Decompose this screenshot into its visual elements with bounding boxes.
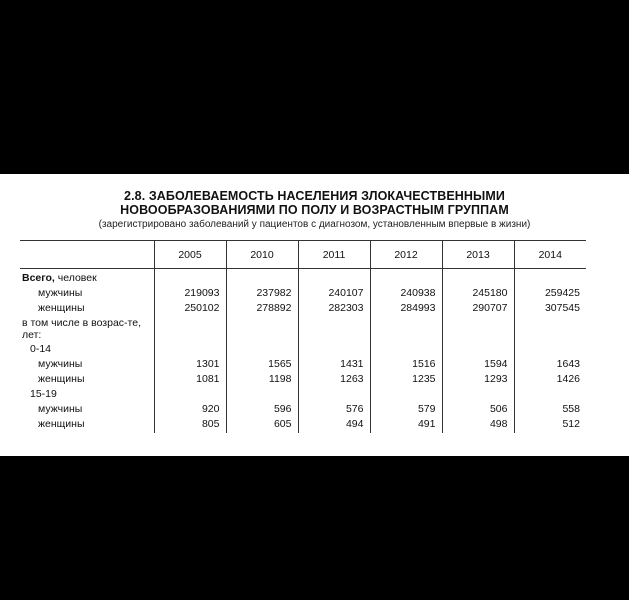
table-row — [20, 302, 586, 317]
table-row-group — [20, 388, 586, 403]
table-row-total — [20, 269, 586, 288]
row-label: женщины — [38, 302, 85, 314]
row-label: женщины — [38, 373, 85, 385]
table-subtitle: (зарегистрировано заболеваний у пациентов с диагнозом, установленным впервые в жизни) — [98, 219, 531, 230]
table-cell: 240938 — [370, 287, 442, 302]
table-title — [0, 189, 629, 217]
age-note-label: в том числе в возрас-те, лет: — [22, 317, 141, 341]
row-label: мужчины — [38, 403, 83, 415]
table-cell: 498 — [442, 418, 514, 433]
row-label: мужчины — [38, 287, 83, 299]
year-header: 2013 — [442, 241, 514, 269]
table-cell: 1565 — [226, 358, 298, 373]
total-label-bold: Всего, — [22, 272, 55, 284]
table-cell: 1516 — [370, 358, 442, 373]
table-cell: 1594 — [442, 358, 514, 373]
age-group-label: 15-19 — [30, 388, 57, 400]
table-cell: 1643 — [514, 358, 586, 373]
table-cell: 250102 — [154, 302, 226, 317]
year-header: 2005 — [154, 241, 226, 269]
row-label: женщины — [38, 418, 85, 430]
table-cell: 307545 — [514, 302, 586, 317]
title-line-1: 2.8. ЗАБОЛЕВАЕМОСТЬ НАСЕЛЕНИЯ ЗЛОКАЧЕСТВЕННЫМИ — [124, 189, 505, 203]
table-cell: 290707 — [442, 302, 514, 317]
table-cell: 491 — [370, 418, 442, 433]
header-corner — [20, 241, 154, 269]
total-label-rest: человек — [54, 272, 97, 284]
table-cell: 1293 — [442, 373, 514, 388]
table-cell: 278892 — [226, 302, 298, 317]
age-group-label: 0-14 — [30, 343, 52, 355]
table-row-group — [20, 343, 586, 358]
table-cell: 920 — [154, 403, 226, 418]
table-row-note — [20, 317, 586, 343]
table-cell: 237982 — [226, 287, 298, 302]
year-header: 2011 — [298, 241, 370, 269]
table-cell: 259425 — [514, 287, 586, 302]
table-row — [20, 287, 586, 302]
table-row — [20, 358, 586, 373]
table-cell: 1081 — [154, 373, 226, 388]
year-header: 2010 — [226, 241, 298, 269]
row-label — [20, 269, 154, 288]
table-cell: 1426 — [514, 373, 586, 388]
incidence-table — [20, 240, 586, 433]
year-header: 2014 — [514, 241, 586, 269]
table-cell: 576 — [298, 403, 370, 418]
table-cell: 1301 — [154, 358, 226, 373]
table-cell: 240107 — [298, 287, 370, 302]
table-cell: 805 — [154, 418, 226, 433]
table-cell: 558 — [514, 403, 586, 418]
document-page — [0, 174, 629, 456]
table-cell: 245180 — [442, 287, 514, 302]
table-cell: 596 — [226, 403, 298, 418]
table-cell: 284993 — [370, 302, 442, 317]
table-cell: 512 — [514, 418, 586, 433]
table-row — [20, 403, 586, 418]
table-cell: 605 — [226, 418, 298, 433]
table-cell: 219093 — [154, 287, 226, 302]
table-cell: 1235 — [370, 373, 442, 388]
table-cell: 1263 — [298, 373, 370, 388]
table-cell: 579 — [370, 403, 442, 418]
table-row — [20, 373, 586, 388]
table-row — [20, 418, 586, 433]
row-label: мужчины — [38, 358, 83, 370]
table-cell: 494 — [298, 418, 370, 433]
year-header: 2012 — [370, 241, 442, 269]
table-cell: 1431 — [298, 358, 370, 373]
title-line-2: НОВООБРАЗОВАНИЯМИ ПО ПОЛУ И ВОЗРАСТНЫМ ГРУППАМ — [120, 203, 509, 217]
table-cell: 506 — [442, 403, 514, 418]
table-cell: 282303 — [298, 302, 370, 317]
table-cell: 1198 — [226, 373, 298, 388]
header-row — [20, 241, 586, 269]
